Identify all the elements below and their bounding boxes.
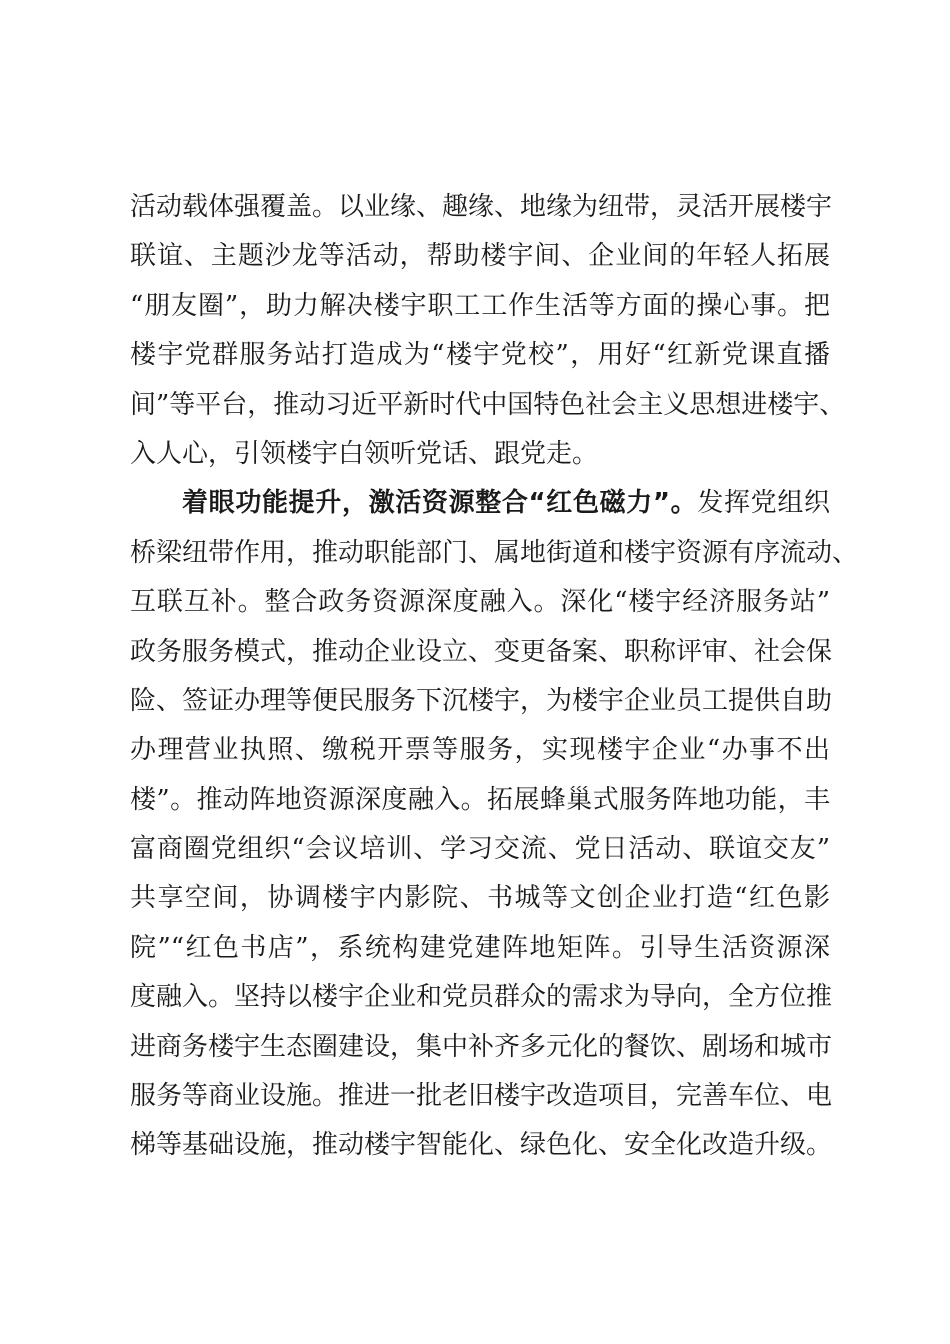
paragraph-heading: 着眼功能提升，激活资源整合“红色磁力”。 <box>182 488 698 519</box>
paragraph-line: 进商务楼宇生态圈建设，集中补齐多元化的餐饮、剧场和城市 <box>130 1031 833 1062</box>
paragraph-line: 富商圈党组织“会议培训、学习交流、党日活动、联谊交友” <box>130 834 830 865</box>
paragraph-line: 入人心，引领楼宇白领听党话、跟党走。 <box>130 438 599 469</box>
paragraph-line: 间”等平台，推动习近平新时代中国特色社会主义思想进楼宇、 <box>130 389 846 420</box>
paragraph-line: 政务服务模式，推动企业设立、变更备案、职称评审、社会保 <box>130 636 833 667</box>
paragraph-line: 梯等基础设施，推动楼宇智能化、绿色化、安全化改造升级。 <box>130 1130 833 1161</box>
paragraph-2 <box>130 479 859 1170</box>
paragraph-first-line <box>130 479 830 528</box>
paragraph-line: 共享空间，协调楼宇内影院、书城等文创企业打造“红色影 <box>130 883 830 914</box>
paragraph-line: 桥梁纽带作用，推动职能部门、属地街道和楼宇资源有序流动、 <box>130 537 859 568</box>
paragraph-line: 活动载体强覆盖。以业缘、趣缘、地缘为纽带，灵活开展楼宇 <box>130 192 833 222</box>
paragraph-line: 服务等商业设施。推进一批老旧楼宇改造项目，完善车位、电 <box>130 1081 833 1112</box>
paragraph-1 <box>130 183 846 479</box>
document-body <box>130 183 859 1171</box>
paragraph-line: 联谊、主题沙龙等活动，帮助楼宇间、企业间的年轻人拓展 <box>130 241 830 272</box>
paragraph-heading-rest: 发挥党组织 <box>697 488 830 519</box>
paragraph-line: “朋友圈”，助力解决楼宇职工工作生活等方面的操心事。把 <box>130 290 830 321</box>
paragraph-line: 险、签证办理等便民服务下沉楼宇，为楼宇企业员工提供自助 <box>130 685 833 716</box>
paragraph-line: 楼宇党群服务站打造成为“楼宇党校”，用好“红新党课直播 <box>130 340 830 371</box>
paragraph-line: 互联互补。整合政务资源深度融入。深化“楼宇经济服务站” <box>130 587 830 618</box>
paragraph-line: 院”“红色书店”，系统构建党建阵地矩阵。引导生活资源深 <box>130 932 830 963</box>
paragraph-line: 楼”。推动阵地资源深度融入。拓展蜂巢式服务阵地功能，丰 <box>130 784 830 815</box>
paragraph-line: 办理营业执照、缴税开票等服务，实现楼宇企业“办事不出 <box>130 735 830 766</box>
paragraph-line: 度融入。坚持以楼宇企业和党员群众的需求为导向，全方位推 <box>130 982 833 1013</box>
